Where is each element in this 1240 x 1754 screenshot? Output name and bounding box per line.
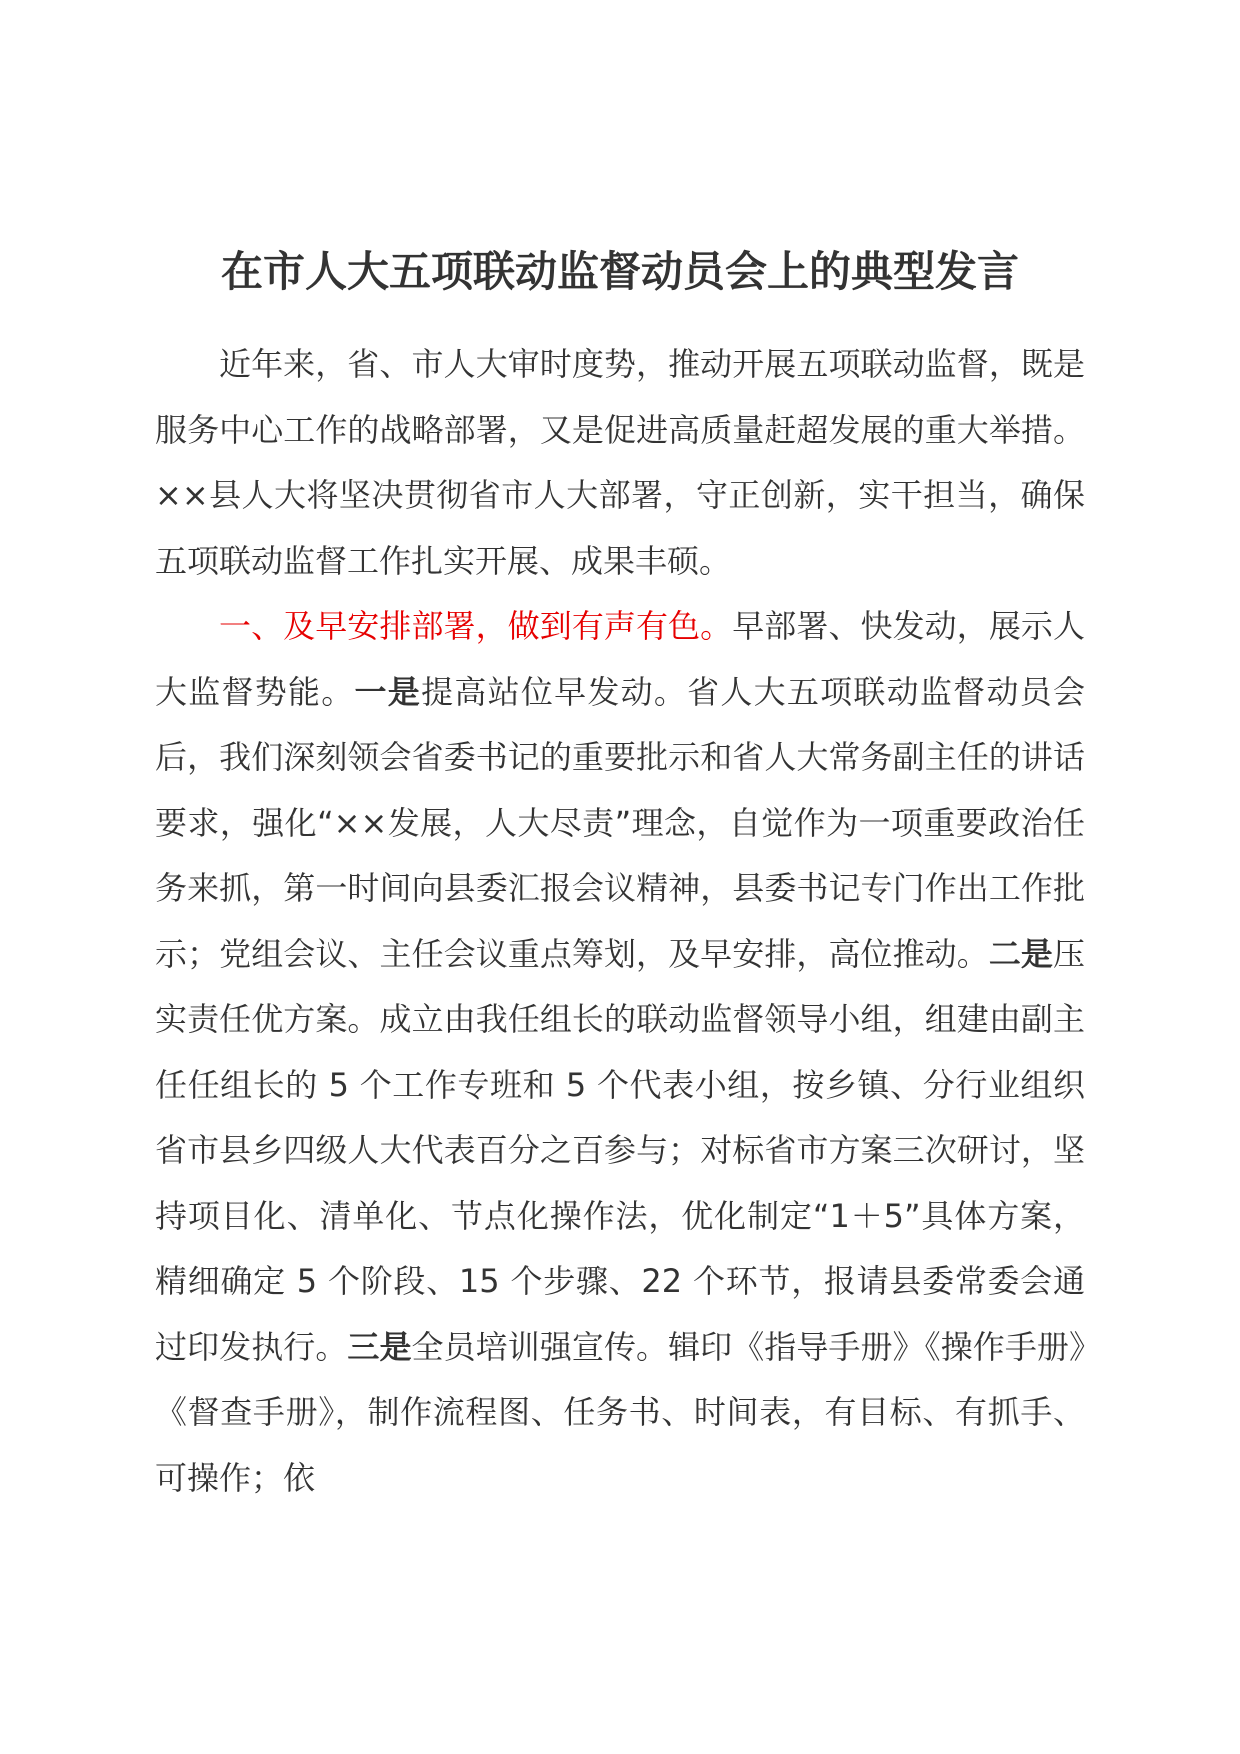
point-text-3: 全员培训强宣传。辑印《指导手册》《操作手册》《督查手册》，制作流程图、任务书、时间表，有目标、有抓手、可操作；依 [155,1327,1085,1497]
paragraph-section-one [155,594,1085,1511]
point-label-1: 一是 [354,672,422,711]
section-intro: 早部署、快发动，展示人大监督势能。 [155,607,1085,711]
point-text-1: 提高站位早发动。省人大五项联动监督动员会后，我们深刻领会省委书记的重要批示和省人大常务副主任的讲话要求，强化“××发展，人大尽责”理念，自觉作为一项重要政治任务来抓，第一时间向县委汇报会议精神，县委书记专门作出工作批示；党组会议、主任会议重点筹划，及早安排，高位推动。 [155,672,1085,973]
point-text-2: 压实责任优方案。成立由我任组长的联动监督领导小组，组建由副主任任组长的 5 个工作专班和 5 个代表小组，按乡镇、分行业组织省市县乡四级人大代表百分之百参与；对标省市方案三次研讨，坚持项目化、清单化、节点化操作法，优化制定“1＋5”具体方案，精细确定 5 个阶段、15 个步骤、22 个环节，报请县委常委会通过印发执行。 [155,934,1085,1366]
section-heading: 一、及早安排部署，做到有声有色。 [219,607,733,645]
document-body [155,332,1085,1511]
paragraph-intro: 近年来，省、市人大审时度势，推动开展五项联动监督，既是服务中心工作的战略部署，又是促进高质量赶超发展的重大举措。××县人大将坚决贯彻省市人大部署，守正创新，实干担当，确保五项联动监督工作扎实开展、成果丰硕。 [155,345,1085,580]
document-title: 在市人大五项联动监督动员会上的典型发言 [220,247,1019,296]
point-label-2: 二是 [988,934,1053,973]
point-label-3: 三是 [347,1327,412,1366]
